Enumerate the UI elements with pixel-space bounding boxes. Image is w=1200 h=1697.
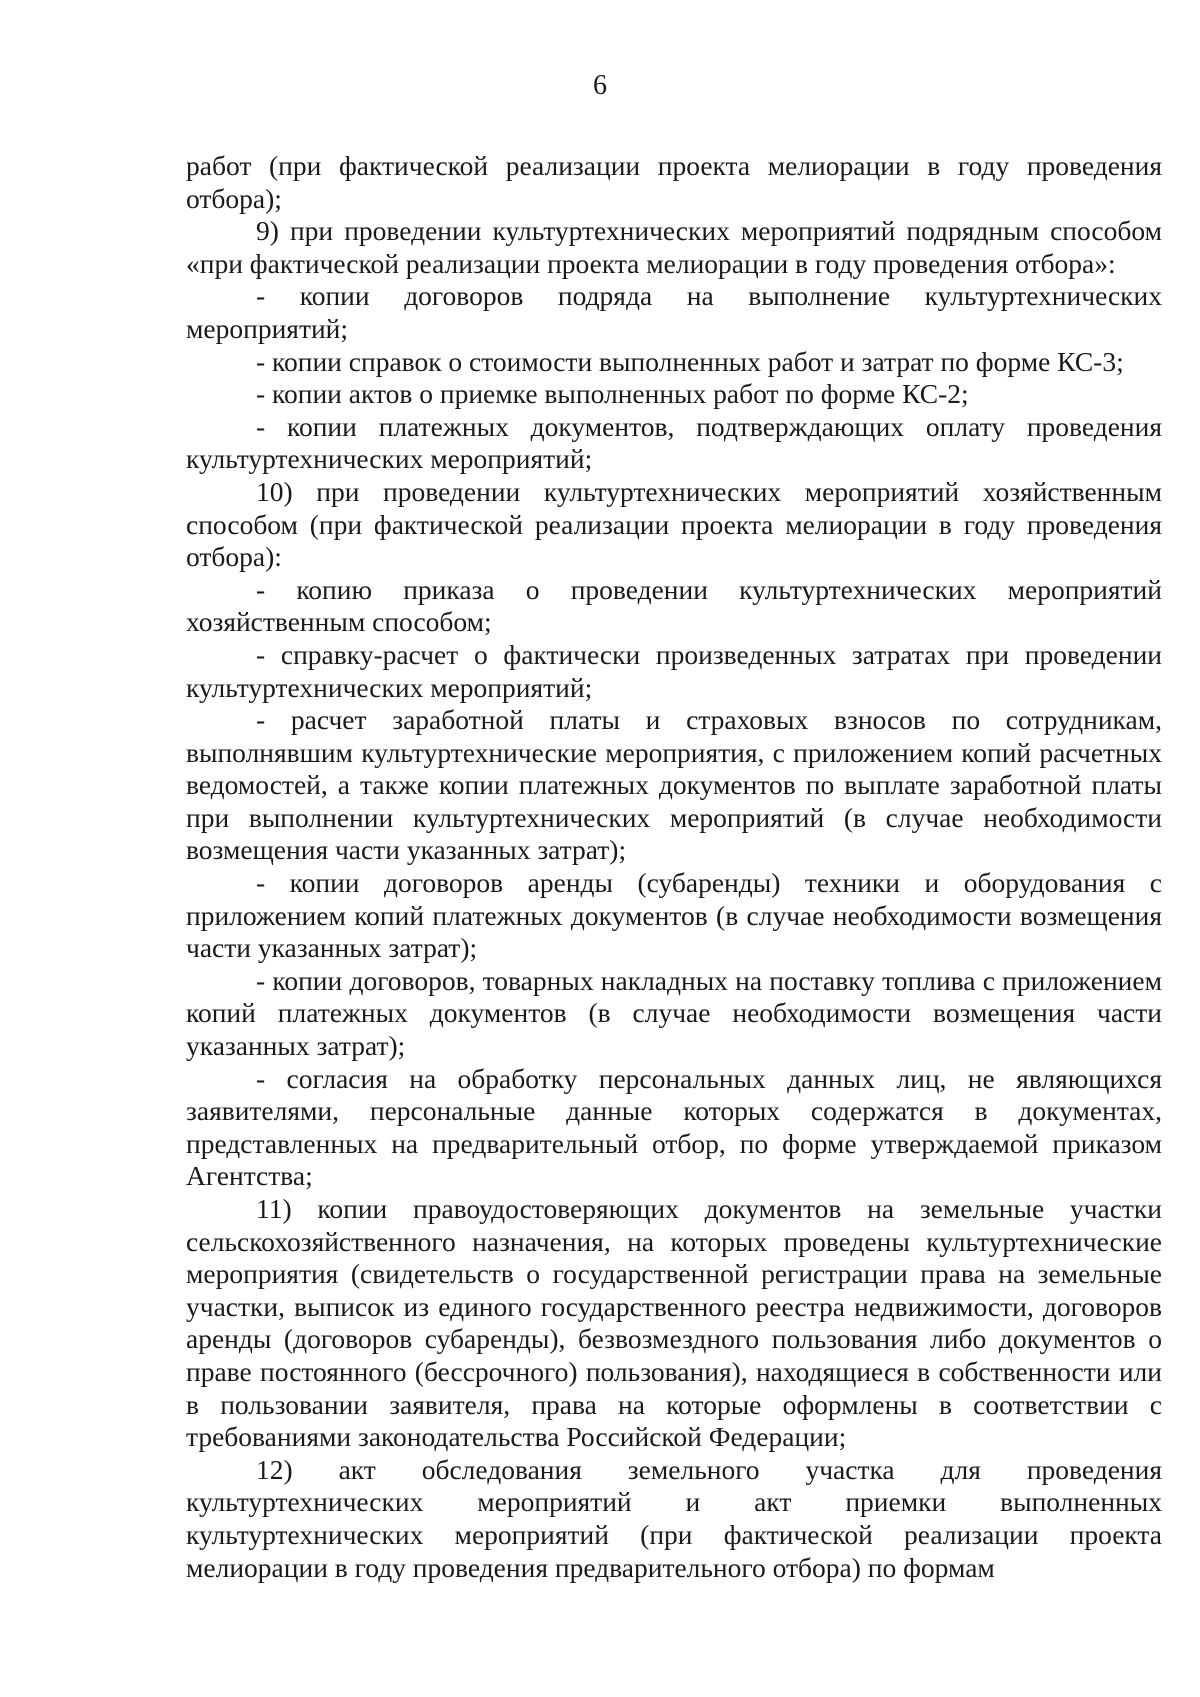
item-10: 10) при проведении культуртехнических мероприятий хозяйственным способом (при фактической реализации проекта мелиорации в году проведения отбора): — [186, 475, 1162, 573]
list-item: - копии платежных документов, подтверждающих оплату проведения культуртехнических мероприятий; — [186, 410, 1162, 475]
document-body — [186, 150, 1162, 1584]
list-item: - копии договоров аренды (субаренды) техники и оборудования с приложением копий платежных документов (в случае необходимости возмещения части указанных затрат); — [186, 867, 1162, 964]
list-item: - копии договоров подряда на выполнение культуртехнических мероприятий; — [186, 280, 1162, 344]
paragraph-continuation: работ (при фактической реализации проекта мелиорации в году проведения отбора); — [186, 150, 1162, 214]
list-item: - копии договоров, товарных накладных на поставку топлива с приложением копий платежных документов (в случае необходимости возмещения части указанных затрат); — [186, 964, 1162, 1062]
list-item: - согласия на обработку персональных данных лиц, не являющихся заявителями, персональные данные которых содержатся в документах, представленных на предварительный отбор, по форме утверждаемой приказом Агентства; — [186, 1062, 1162, 1192]
item-12: 12) акт обследования земельного участка для проведения культуртехнических мероприятий и акт приемки выполненных культуртехнических мероприятий (при фактической реализации проекта мелиорации в году проведения предварительного отбора) по формам — [186, 1453, 1162, 1583]
list-item: - справку-расчет о фактически произведенных затратах при проведении культуртехнических мероприятий; — [186, 638, 1162, 703]
list-item: - расчет заработной платы и страховых взносов по сотрудникам, выполнявшим культуртехнические мероприятия, с приложением копий расчетных ведомостей, а также копии платежных документов по выплате заработной платы при выполнении культуртехнических мероприятий (в случае необходимости возмещения части указанных затрат); — [186, 704, 1162, 866]
item-9: 9) при проведении культуртехнических мероприятий подрядным способом «при фактической реализации проекта мелиорации в году проведения отбора»: — [186, 215, 1162, 279]
list-item: - копию приказа о проведении культуртехнических мероприятий хозяйственным способом; — [186, 573, 1162, 638]
item-11: 11) копии правоудостоверяющих документов на земельные участки сельскохозяйственного назначения, на которых проведены культуртехнические мероприятия (свидетельств о государственной регистрации права на земельные участки, выписок из единого государственного реестра недвижимости, договоров аренды (договоров субаренды), безвозмездного пользования либо документов о праве постоянного (бессрочного) пользования), находящиеся в собственности или в пользовании заявителя, права на которые оформлены в соответствии с требованиями законодательства Российской Федерации; — [186, 1193, 1162, 1453]
list-item: - копии актов о приемке выполненных работ по форме КС-2; — [256, 378, 969, 410]
list-item: - копии справок о стоимости выполненных работ и затрат по форме КС-3; — [256, 345, 1124, 377]
page-number: 6 — [593, 70, 607, 101]
